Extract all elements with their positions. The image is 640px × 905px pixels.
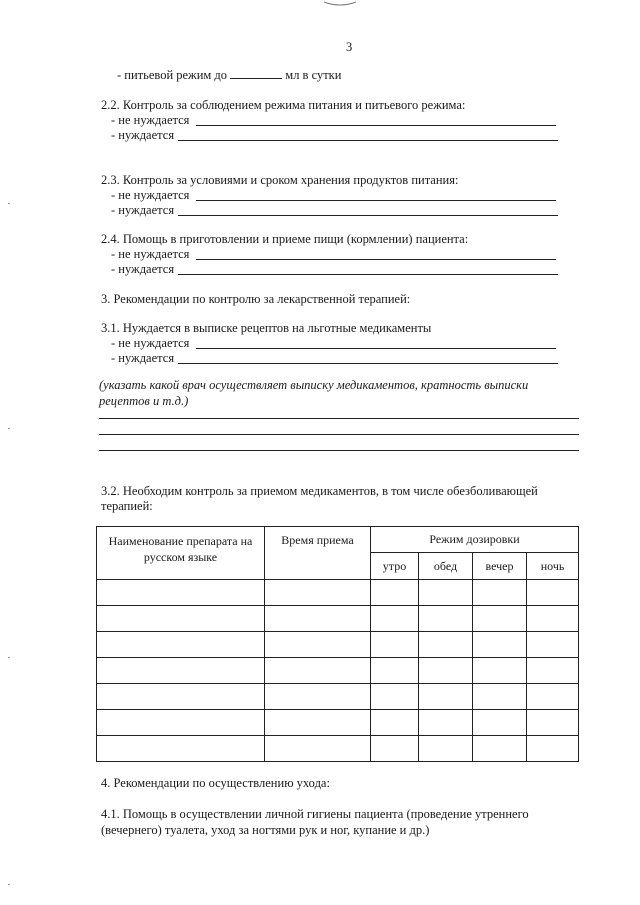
table-cell[interactable] bbox=[419, 684, 473, 710]
table-cell[interactable] bbox=[419, 658, 473, 684]
table-cell[interactable] bbox=[97, 684, 265, 710]
section-2-4-yes-line[interactable] bbox=[178, 274, 558, 275]
table-cell[interactable] bbox=[265, 684, 371, 710]
table-cell[interactable] bbox=[97, 580, 265, 606]
table-cell[interactable] bbox=[473, 684, 527, 710]
table-cell[interactable] bbox=[473, 632, 527, 658]
note-fill-line-2[interactable] bbox=[99, 434, 579, 435]
table-cell[interactable] bbox=[265, 580, 371, 606]
scan-mark bbox=[322, 0, 358, 8]
section-2-2-no-line[interactable] bbox=[196, 125, 556, 126]
col-header-morning: утро bbox=[371, 553, 419, 580]
section-2-2-option-yes: - нуждается bbox=[111, 128, 175, 142]
table-cell[interactable] bbox=[419, 606, 473, 632]
table-row bbox=[97, 580, 579, 606]
table-cell[interactable] bbox=[419, 736, 473, 762]
table-cell[interactable] bbox=[473, 606, 527, 632]
table-cell[interactable] bbox=[97, 736, 265, 762]
table-cell[interactable] bbox=[419, 580, 473, 606]
table-cell[interactable] bbox=[265, 658, 371, 684]
page-number: 3 bbox=[346, 40, 353, 54]
scan-dot bbox=[8, 428, 10, 429]
section-3-1-note-line2: рецептов и т.д.) bbox=[99, 394, 189, 408]
section-3-1-note-line1: (указать какой врач осуществляет выписку медикаментов, кратность выписки bbox=[99, 378, 529, 392]
section-2-2-heading: 2.2. Контроль за соблюдением режима питания и питьевого режима: bbox=[101, 98, 466, 112]
drink-regime-suffix: мл в сутки bbox=[285, 68, 342, 82]
table-cell[interactable] bbox=[419, 710, 473, 736]
table-cell[interactable] bbox=[371, 606, 419, 632]
table-cell[interactable] bbox=[473, 710, 527, 736]
section-2-2-yes-line[interactable] bbox=[178, 140, 558, 141]
table-cell[interactable] bbox=[371, 658, 419, 684]
section-2-3-option-no: - не нуждается bbox=[111, 188, 190, 202]
medication-dosing-table bbox=[96, 526, 579, 762]
table-row bbox=[97, 632, 579, 658]
section-3-1-option-yes: - нуждается bbox=[111, 351, 175, 365]
table-cell[interactable] bbox=[527, 580, 579, 606]
table-cell[interactable] bbox=[371, 684, 419, 710]
col-header-intake-time: Время приема bbox=[265, 527, 371, 580]
table-cell[interactable] bbox=[527, 658, 579, 684]
drink-volume-blank[interactable] bbox=[230, 68, 282, 79]
table-cell[interactable] bbox=[97, 710, 265, 736]
table-cell[interactable] bbox=[527, 606, 579, 632]
table-cell[interactable] bbox=[97, 658, 265, 684]
table-cell[interactable] bbox=[371, 580, 419, 606]
table-cell[interactable] bbox=[527, 684, 579, 710]
table-cell[interactable] bbox=[527, 632, 579, 658]
section-3-2-line2: терапией: bbox=[101, 499, 153, 513]
table-row bbox=[97, 658, 579, 684]
section-2-3-heading: 2.3. Контроль за условиями и сроком хранения продуктов питания: bbox=[101, 173, 459, 187]
section-3-2-line1: 3.2. Необходим контроль за приемом медикаментов, в том числе обезболивающей bbox=[101, 484, 538, 498]
section-4-heading: 4. Рекомендации по осуществлению ухода: bbox=[101, 776, 330, 790]
table-cell[interactable] bbox=[527, 710, 579, 736]
table-cell[interactable] bbox=[473, 658, 527, 684]
table-cell[interactable] bbox=[371, 710, 419, 736]
table-cell[interactable] bbox=[265, 632, 371, 658]
note-fill-line-1[interactable] bbox=[99, 418, 579, 419]
col-header-evening: вечер bbox=[473, 553, 527, 580]
col-header-drug-name: Наименование препарата на русском языке bbox=[97, 527, 265, 580]
section-2-3-option-yes: - нуждается bbox=[111, 203, 175, 217]
table-row bbox=[97, 606, 579, 632]
section-4-1-line1: 4.1. Помощь в осуществлении личной гигиены пациента (проведение утреннего bbox=[101, 807, 529, 821]
section-3-1-yes-line[interactable] bbox=[178, 363, 558, 364]
table-cell[interactable] bbox=[371, 632, 419, 658]
table-cell[interactable] bbox=[97, 606, 265, 632]
section-4-1-line2: (вечернего) туалета, уход за ногтями рук и ног, купание и др.) bbox=[101, 823, 430, 837]
section-2-4-option-no: - не нуждается bbox=[111, 247, 190, 261]
section-2-4-heading: 2.4. Помощь в приготовлении и приеме пищи (кормлении) пациента: bbox=[101, 232, 469, 246]
table-cell[interactable] bbox=[473, 736, 527, 762]
table-row bbox=[97, 710, 579, 736]
table-cell[interactable] bbox=[419, 632, 473, 658]
drink-regime-prefix: - питьевой режим до bbox=[117, 68, 228, 82]
section-2-3-no-line[interactable] bbox=[196, 200, 556, 201]
col-header-night: ночь bbox=[527, 553, 579, 580]
drink-regime-line bbox=[117, 68, 341, 83]
table-cell[interactable] bbox=[265, 710, 371, 736]
col-header-lunch: обед bbox=[419, 553, 473, 580]
section-3-1-option-no: - не нуждается bbox=[111, 336, 190, 350]
table-row bbox=[97, 684, 579, 710]
table-cell[interactable] bbox=[265, 736, 371, 762]
table-cell[interactable] bbox=[97, 632, 265, 658]
section-2-4-no-line[interactable] bbox=[196, 259, 556, 260]
section-2-2-option-no: - не нуждается bbox=[111, 113, 190, 127]
scan-dot bbox=[8, 203, 10, 204]
section-2-4-option-yes: - нуждается bbox=[111, 262, 175, 276]
scan-dot bbox=[8, 884, 10, 885]
table-cell[interactable] bbox=[527, 736, 579, 762]
table-cell[interactable] bbox=[473, 580, 527, 606]
section-3-heading: 3. Рекомендации по контролю за лекарственной терапией: bbox=[101, 292, 411, 306]
note-fill-line-3[interactable] bbox=[99, 450, 579, 451]
table-cell[interactable] bbox=[371, 736, 419, 762]
section-3-1-no-line[interactable] bbox=[196, 348, 556, 349]
col-header-dosing-regime: Режим дозировки bbox=[371, 527, 579, 553]
table-row bbox=[97, 736, 579, 762]
table-header-row bbox=[97, 527, 579, 553]
table-cell[interactable] bbox=[265, 606, 371, 632]
scan-dot bbox=[8, 657, 10, 658]
section-3-1-heading: 3.1. Нуждается в выписке рецептов на льготные медикаменты bbox=[101, 321, 432, 335]
section-2-3-yes-line[interactable] bbox=[178, 215, 558, 216]
